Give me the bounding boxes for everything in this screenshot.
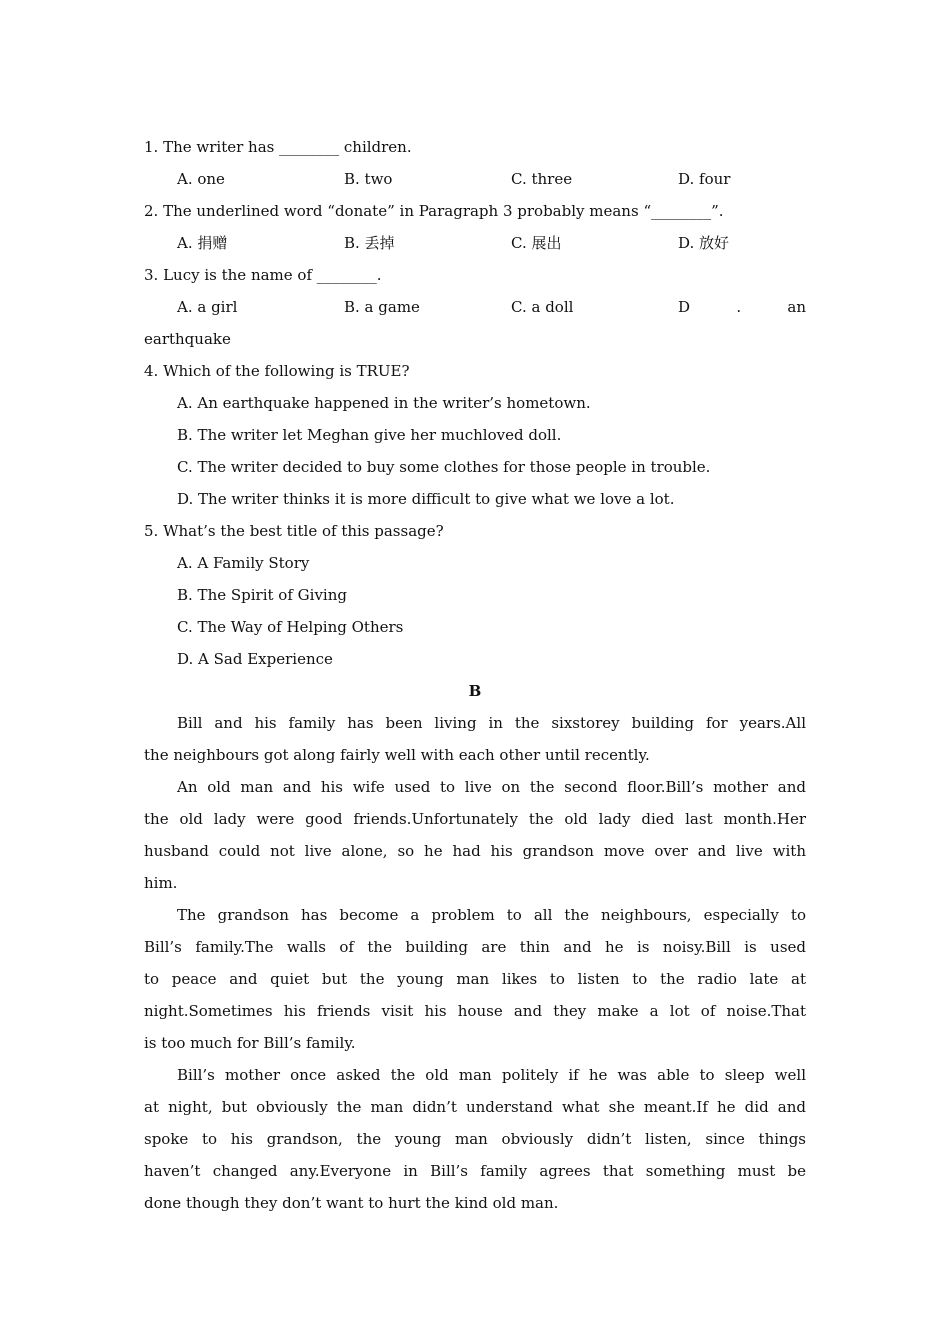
paragraph-line: Bill’s family.The walls of the building are thin and he is noisy.Bill is used [144, 938, 806, 956]
paragraph-line: spoke to his grandson, the young man obviously didn’t listen, since things [144, 1130, 806, 1148]
paragraph-line: is too much for Bill’s family. [144, 1034, 356, 1052]
question-1-option-d: D. four [678, 170, 731, 188]
paragraph-line: him. [144, 874, 178, 892]
question-3-option-d-dot: . [736, 298, 742, 316]
paragraph-line: at night, but obviously the man didn’t understand what she meant.If he did and [144, 1098, 806, 1116]
question-3-option-a: A. a girl [177, 298, 238, 316]
paragraph-line: the neighbours got along fairly well with each other until recently. [144, 746, 650, 764]
question-5-option-b: B. The Spirit of Giving [177, 586, 347, 604]
paragraph-line: The grandson has become a problem to all the neighbours, especially to [177, 906, 806, 924]
question-2-stem: 2. The underlined word “donate” in Paragraph 3 probably means “________”. [144, 202, 724, 220]
question-1-stem: 1. The writer has ________ children. [144, 138, 412, 156]
question-5-option-a: A. A Family Story [177, 554, 310, 572]
question-1-options [144, 166, 806, 198]
question-3-options [144, 294, 806, 326]
paragraph-line: haven’t changed any.Everyone in Bill’s family agrees that something must be [144, 1162, 806, 1180]
question-1-option-b: B. two [344, 170, 393, 188]
section-b-title: B [468, 682, 482, 700]
question-4-option-a: A. An earthquake happened in the writer’s hometown. [177, 394, 591, 412]
question-2-option-d: D. 放好 [678, 234, 730, 252]
question-3-option-d-word: an [787, 298, 806, 316]
question-2-option-c: C. 展出 [511, 234, 562, 252]
question-3-option-b: B. a game [344, 298, 420, 316]
paragraph-line: husband could not live alone, so he had his grandson move over and live with [144, 842, 806, 860]
question-2-option-a: A. 捐赠 [177, 234, 228, 252]
paragraph-line: done though they don’t want to hurt the kind old man. [144, 1194, 559, 1212]
document-page [144, 134, 806, 1222]
question-3-option-d-continued: earthquake [144, 330, 231, 348]
question-2-option-b: B. 丢掉 [344, 234, 395, 252]
question-3-option-d [678, 294, 806, 326]
section-b-paragraph-3 [144, 902, 806, 1062]
paragraph-line: the old lady were good friends.Unfortunately the old lady died last month.Her [144, 810, 806, 828]
question-5-stem: 5. What’s the best title of this passage? [144, 522, 444, 540]
question-3-option-d-letter: D [678, 298, 691, 316]
section-b-paragraph-2 [144, 774, 806, 902]
question-4-option-c: C. The writer decided to buy some clothes for those people in trouble. [177, 458, 711, 476]
question-5-option-c: C. The Way of Helping Others [177, 618, 404, 636]
question-3-stem: 3. Lucy is the name of ________. [144, 266, 382, 284]
section-b-paragraph-1 [144, 710, 806, 774]
question-2-options [144, 230, 806, 262]
question-1-option-a: A. one [177, 170, 225, 188]
question-4-stem: 4. Which of the following is TRUE? [144, 362, 410, 380]
paragraph-line: to peace and quiet but the young man likes to listen to the radio late at [144, 970, 806, 988]
paragraph-line: night.Sometimes his friends visit his house and they make a lot of noise.That [144, 1002, 806, 1020]
question-4-option-b: B. The writer let Meghan give her muchloved doll. [177, 426, 562, 444]
paragraph-line: Bill and his family has been living in the sixstorey building for years.All [177, 714, 806, 732]
question-5-option-d: D. A Sad Experience [177, 650, 333, 668]
question-1-option-c: C. three [511, 170, 573, 188]
question-4-option-d: D. The writer thinks it is more difficult to give what we love a lot. [177, 490, 675, 508]
section-b-paragraph-4 [144, 1062, 806, 1222]
paragraph-line: An old man and his wife used to live on the second floor.Bill’s mother and [177, 778, 806, 796]
paragraph-line: Bill’s mother once asked the old man politely if he was able to sleep well [177, 1066, 806, 1084]
question-3-option-c: C. a doll [511, 298, 574, 316]
